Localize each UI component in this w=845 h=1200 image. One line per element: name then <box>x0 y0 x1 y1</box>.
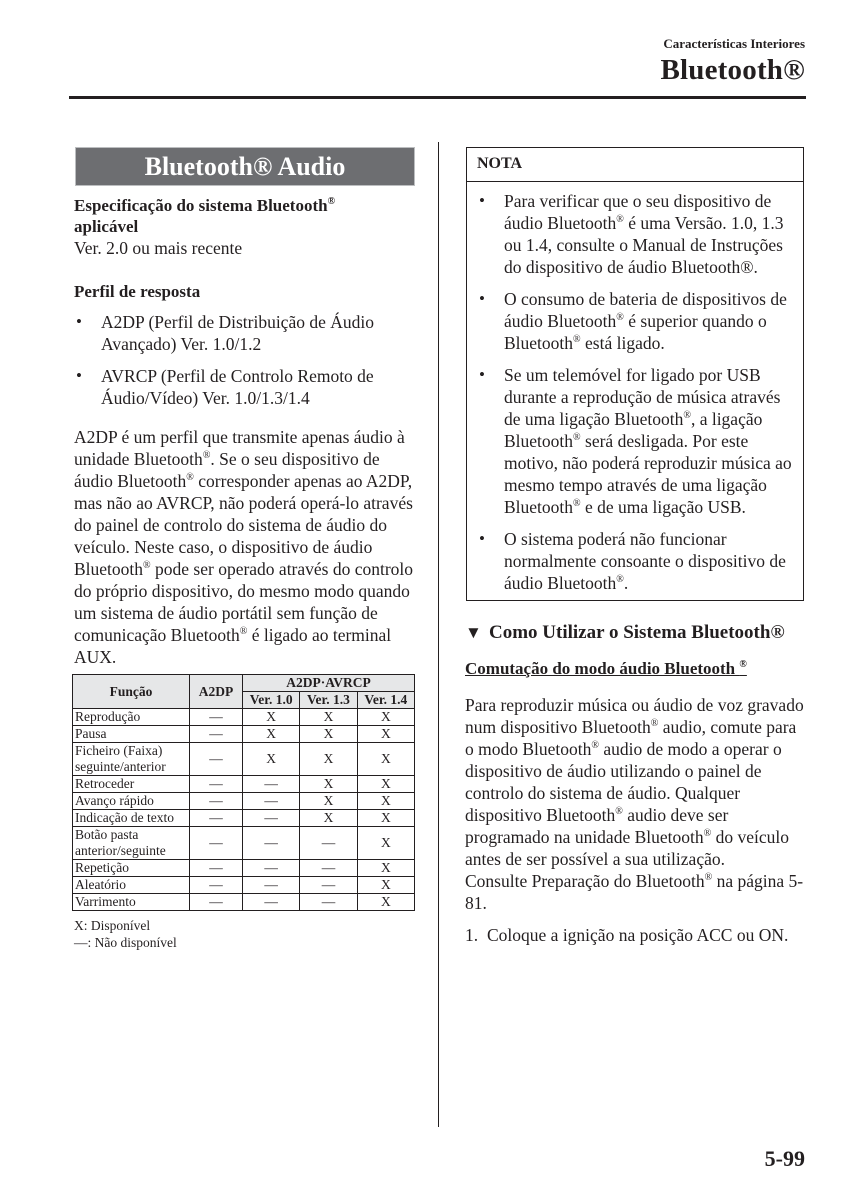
cell-ver13: X <box>300 709 357 726</box>
cell-ver14: X <box>357 827 414 860</box>
text-run: e de uma ligação USB. <box>580 497 746 517</box>
registered-mark: ® <box>239 626 248 637</box>
cell-function: Retroceder <box>73 776 190 793</box>
cell-a2dp: — <box>190 860 243 877</box>
cell-a2dp: — <box>190 726 243 743</box>
registered-mark: ® <box>615 806 623 817</box>
spec-value: Ver. 2.0 ou mais recente <box>74 238 243 258</box>
registered-mark: ® <box>143 560 151 571</box>
subsection-heading-text: Comutação do modo áudio Bluetooth <box>465 659 740 678</box>
step-number: 1. <box>465 925 479 945</box>
text-run: é superior quando o Bluetooth <box>504 311 767 353</box>
spec-heading-text-2: aplicável <box>74 217 139 236</box>
right-column <box>465 147 805 946</box>
function-table-body <box>73 709 415 911</box>
note-item <box>477 528 795 594</box>
function-table <box>72 674 415 911</box>
section-heading <box>465 621 805 645</box>
spec-heading <box>74 195 414 237</box>
note-item <box>477 364 795 518</box>
note-item <box>477 190 795 278</box>
cell-ver10: X <box>243 726 300 743</box>
text-run: , a ligação Bluetooth <box>504 409 763 451</box>
table-row <box>73 743 415 776</box>
step-item <box>465 924 805 946</box>
cell-function: Indicação de texto <box>73 810 190 827</box>
registered-mark: ® <box>573 334 581 345</box>
registered-mark: ® <box>616 574 624 585</box>
cell-ver14: X <box>357 776 414 793</box>
steps-list <box>465 924 805 946</box>
col-header-ver10: Ver. 1.0 <box>243 692 300 709</box>
note-heading: NOTA <box>467 148 803 182</box>
cell-ver13: X <box>300 726 357 743</box>
note-item <box>477 288 795 354</box>
column-divider <box>438 142 439 1127</box>
registered-mark: ® <box>650 718 659 729</box>
cell-function: Repetição <box>73 860 190 877</box>
page-number: 5-99 <box>764 1146 805 1171</box>
registered-mark: ® <box>573 498 581 509</box>
cell-ver10: — <box>243 776 300 793</box>
text-run: corresponder apenas ao A2DP, mas não ao AVRCP, não poderá operá-lo através do painel de controlo do sistema de áudio do veículo. Neste caso, o dispositivo de áudio Bluetooth <box>74 471 413 579</box>
section-banner: Bluetooth® Audio <box>75 147 415 186</box>
cell-ver10: — <box>243 827 300 860</box>
cell-function: Reprodução <box>73 709 190 726</box>
text-run: está ligado. <box>580 333 665 353</box>
table-row <box>73 894 415 911</box>
text-run: Para reproduzir música ou áudio de voz gravado num dispositivo Bluetooth <box>465 695 804 737</box>
header-section-label: Características Interiores <box>663 36 805 51</box>
table-row <box>73 810 415 827</box>
cell-ver13: — <box>300 827 357 860</box>
cell-ver10: X <box>243 709 300 726</box>
registered-mark: ® <box>616 312 624 323</box>
cell-ver14: X <box>357 877 414 894</box>
cell-ver10: — <box>243 894 300 911</box>
table-row <box>73 877 415 894</box>
table-row <box>73 860 415 877</box>
text-run: é ligado ao terminal AUX. <box>74 625 392 667</box>
cell-ver14: X <box>357 726 414 743</box>
cell-function: Ficheiro (Faixa) seguinte/anterior <box>73 743 190 776</box>
cell-a2dp: — <box>190 709 243 726</box>
text-run: audio deve ser programado na unidade Bluetooth <box>465 805 729 847</box>
table-row <box>73 793 415 810</box>
cell-a2dp: — <box>190 810 243 827</box>
cell-ver13: X <box>300 810 357 827</box>
cell-ver10: — <box>243 860 300 877</box>
cell-ver14: X <box>357 860 414 877</box>
cell-function: Varrimento <box>73 894 190 911</box>
profile-heading: Perfil de resposta <box>74 282 201 301</box>
cell-ver13: X <box>300 743 357 776</box>
col-header-ver14: Ver. 1.4 <box>357 692 414 709</box>
mode-paragraph <box>465 694 805 914</box>
cell-ver13: X <box>300 776 357 793</box>
registered-mark: ® <box>186 472 194 483</box>
text-run: . Se o seu dispositivo de áudio Bluetooth <box>74 449 380 491</box>
cell-a2dp: — <box>190 743 243 776</box>
registered-mark: ® <box>591 740 599 751</box>
registered-mark: ® <box>202 450 211 461</box>
cell-function: Botão pasta anterior/seguinte <box>73 827 190 860</box>
text-run: audio de modo a operar o dispositivo de áudio utilizando o painel de controlo do sistema de áudio. Qualquer dispositivo Bluetooth <box>465 739 782 825</box>
registered-mark: ® <box>683 410 691 421</box>
note-list <box>467 182 803 600</box>
spec-heading-text: Especificação do sistema Bluetooth <box>74 196 328 215</box>
cell-a2dp: — <box>190 776 243 793</box>
registered-mark: ® <box>616 214 624 225</box>
profile-item: • AVRCP (Perfil de Controlo Remoto de Áudio/Vídeo) Ver. 1.0/1.3/1.4 <box>74 365 414 409</box>
a2dp-paragraph <box>74 426 414 668</box>
text-run: O consumo de bateria de dispositivos de áudio Bluetooth <box>504 289 787 331</box>
col-header-a2dp: A2DP <box>190 675 243 709</box>
text-run: audio, comute para o modo Bluetooth <box>465 717 797 759</box>
profile-list <box>74 311 414 409</box>
text-run: . <box>623 573 629 593</box>
text-run: do veículo antes de ser possível a sua utilização. <box>465 827 789 869</box>
step-text: Coloque a ignição na posição ACC ou ON. <box>487 925 789 945</box>
cell-a2dp: — <box>190 793 243 810</box>
cross-reference: Consulte Preparação do Bluetooth <box>465 871 705 891</box>
triangle-down-icon: ▼ <box>465 623 482 642</box>
cell-ver10: X <box>243 743 300 776</box>
cell-ver10: — <box>243 877 300 894</box>
cell-a2dp: — <box>190 877 243 894</box>
cell-ver13: — <box>300 877 357 894</box>
legend-unavailable: —: Não disponível <box>74 935 177 950</box>
cell-function: Pausa <box>73 726 190 743</box>
table-row <box>73 827 415 860</box>
table-row <box>73 776 415 793</box>
cell-ver13: X <box>300 793 357 810</box>
cell-ver13: — <box>300 860 357 877</box>
cell-ver14: X <box>357 894 414 911</box>
registered-mark: ® <box>704 872 713 883</box>
table-row <box>73 709 415 726</box>
cell-ver10: — <box>243 810 300 827</box>
left-column <box>74 147 414 951</box>
text-run: O sistema poderá não funcionar normalmente consoante o dispositivo de áudio Bluetooth <box>504 529 786 593</box>
text-run: Para verificar que o seu dispositivo de áudio Bluetooth <box>504 191 772 233</box>
cell-ver14: X <box>357 709 414 726</box>
text-run: pode ser operado através do controlo do próprio dispositivo, do mesmo modo quando um sistema de áudio portátil sem função de comunicação Bluetooth <box>74 559 414 645</box>
cross-reference-page: na página 5-81. <box>465 871 804 913</box>
cell-ver14: X <box>357 743 414 776</box>
col-header-group: A2DP·AVRCP <box>243 675 415 692</box>
registered-mark: ® <box>703 828 712 839</box>
registered-mark: ® <box>573 432 581 443</box>
cell-ver14: X <box>357 810 414 827</box>
cell-ver14: X <box>357 793 414 810</box>
cell-function: Avanço rápido <box>73 793 190 810</box>
cell-ver10: — <box>243 793 300 810</box>
text-run: Se um telemóvel for ligado por USB durante a reprodução de música através de uma ligação Bluetooth <box>504 365 781 429</box>
registered-mark: ® <box>739 659 747 670</box>
table-legend <box>74 917 414 951</box>
section-heading-text: Como Utilizar o Sistema Bluetooth® <box>489 622 785 643</box>
legend-available: X: Disponível <box>74 918 151 933</box>
header-title: Bluetooth® <box>660 54 805 86</box>
registered-mark: ® <box>327 196 336 207</box>
cell-ver13: — <box>300 894 357 911</box>
cell-function: Aleatório <box>73 877 190 894</box>
subsection-heading <box>465 658 805 680</box>
text-run: A2DP é um perfil que transmite apenas áudio à unidade Bluetooth <box>74 427 405 469</box>
cell-a2dp: — <box>190 827 243 860</box>
note-box <box>466 147 804 601</box>
header-rule <box>69 96 806 99</box>
col-header-ver13: Ver. 1.3 <box>300 692 357 709</box>
col-header-function: Função <box>73 675 190 709</box>
profile-item: • A2DP (Perfil de Distribuição de Áudio Avançado) Ver. 1.0/1.2 <box>74 311 414 355</box>
text-run: será desligada. Por este motivo, não poderá reproduzir música ao mesmo tempo através de uma ligação Bluetooth <box>504 431 792 517</box>
cell-a2dp: — <box>190 894 243 911</box>
table-row <box>73 726 415 743</box>
text-run: é uma Versão. 1.0, 1.3 ou 1.4, consulte o Manual de Instruções do dispositivo de áudio Bluetooth®. <box>504 213 784 277</box>
